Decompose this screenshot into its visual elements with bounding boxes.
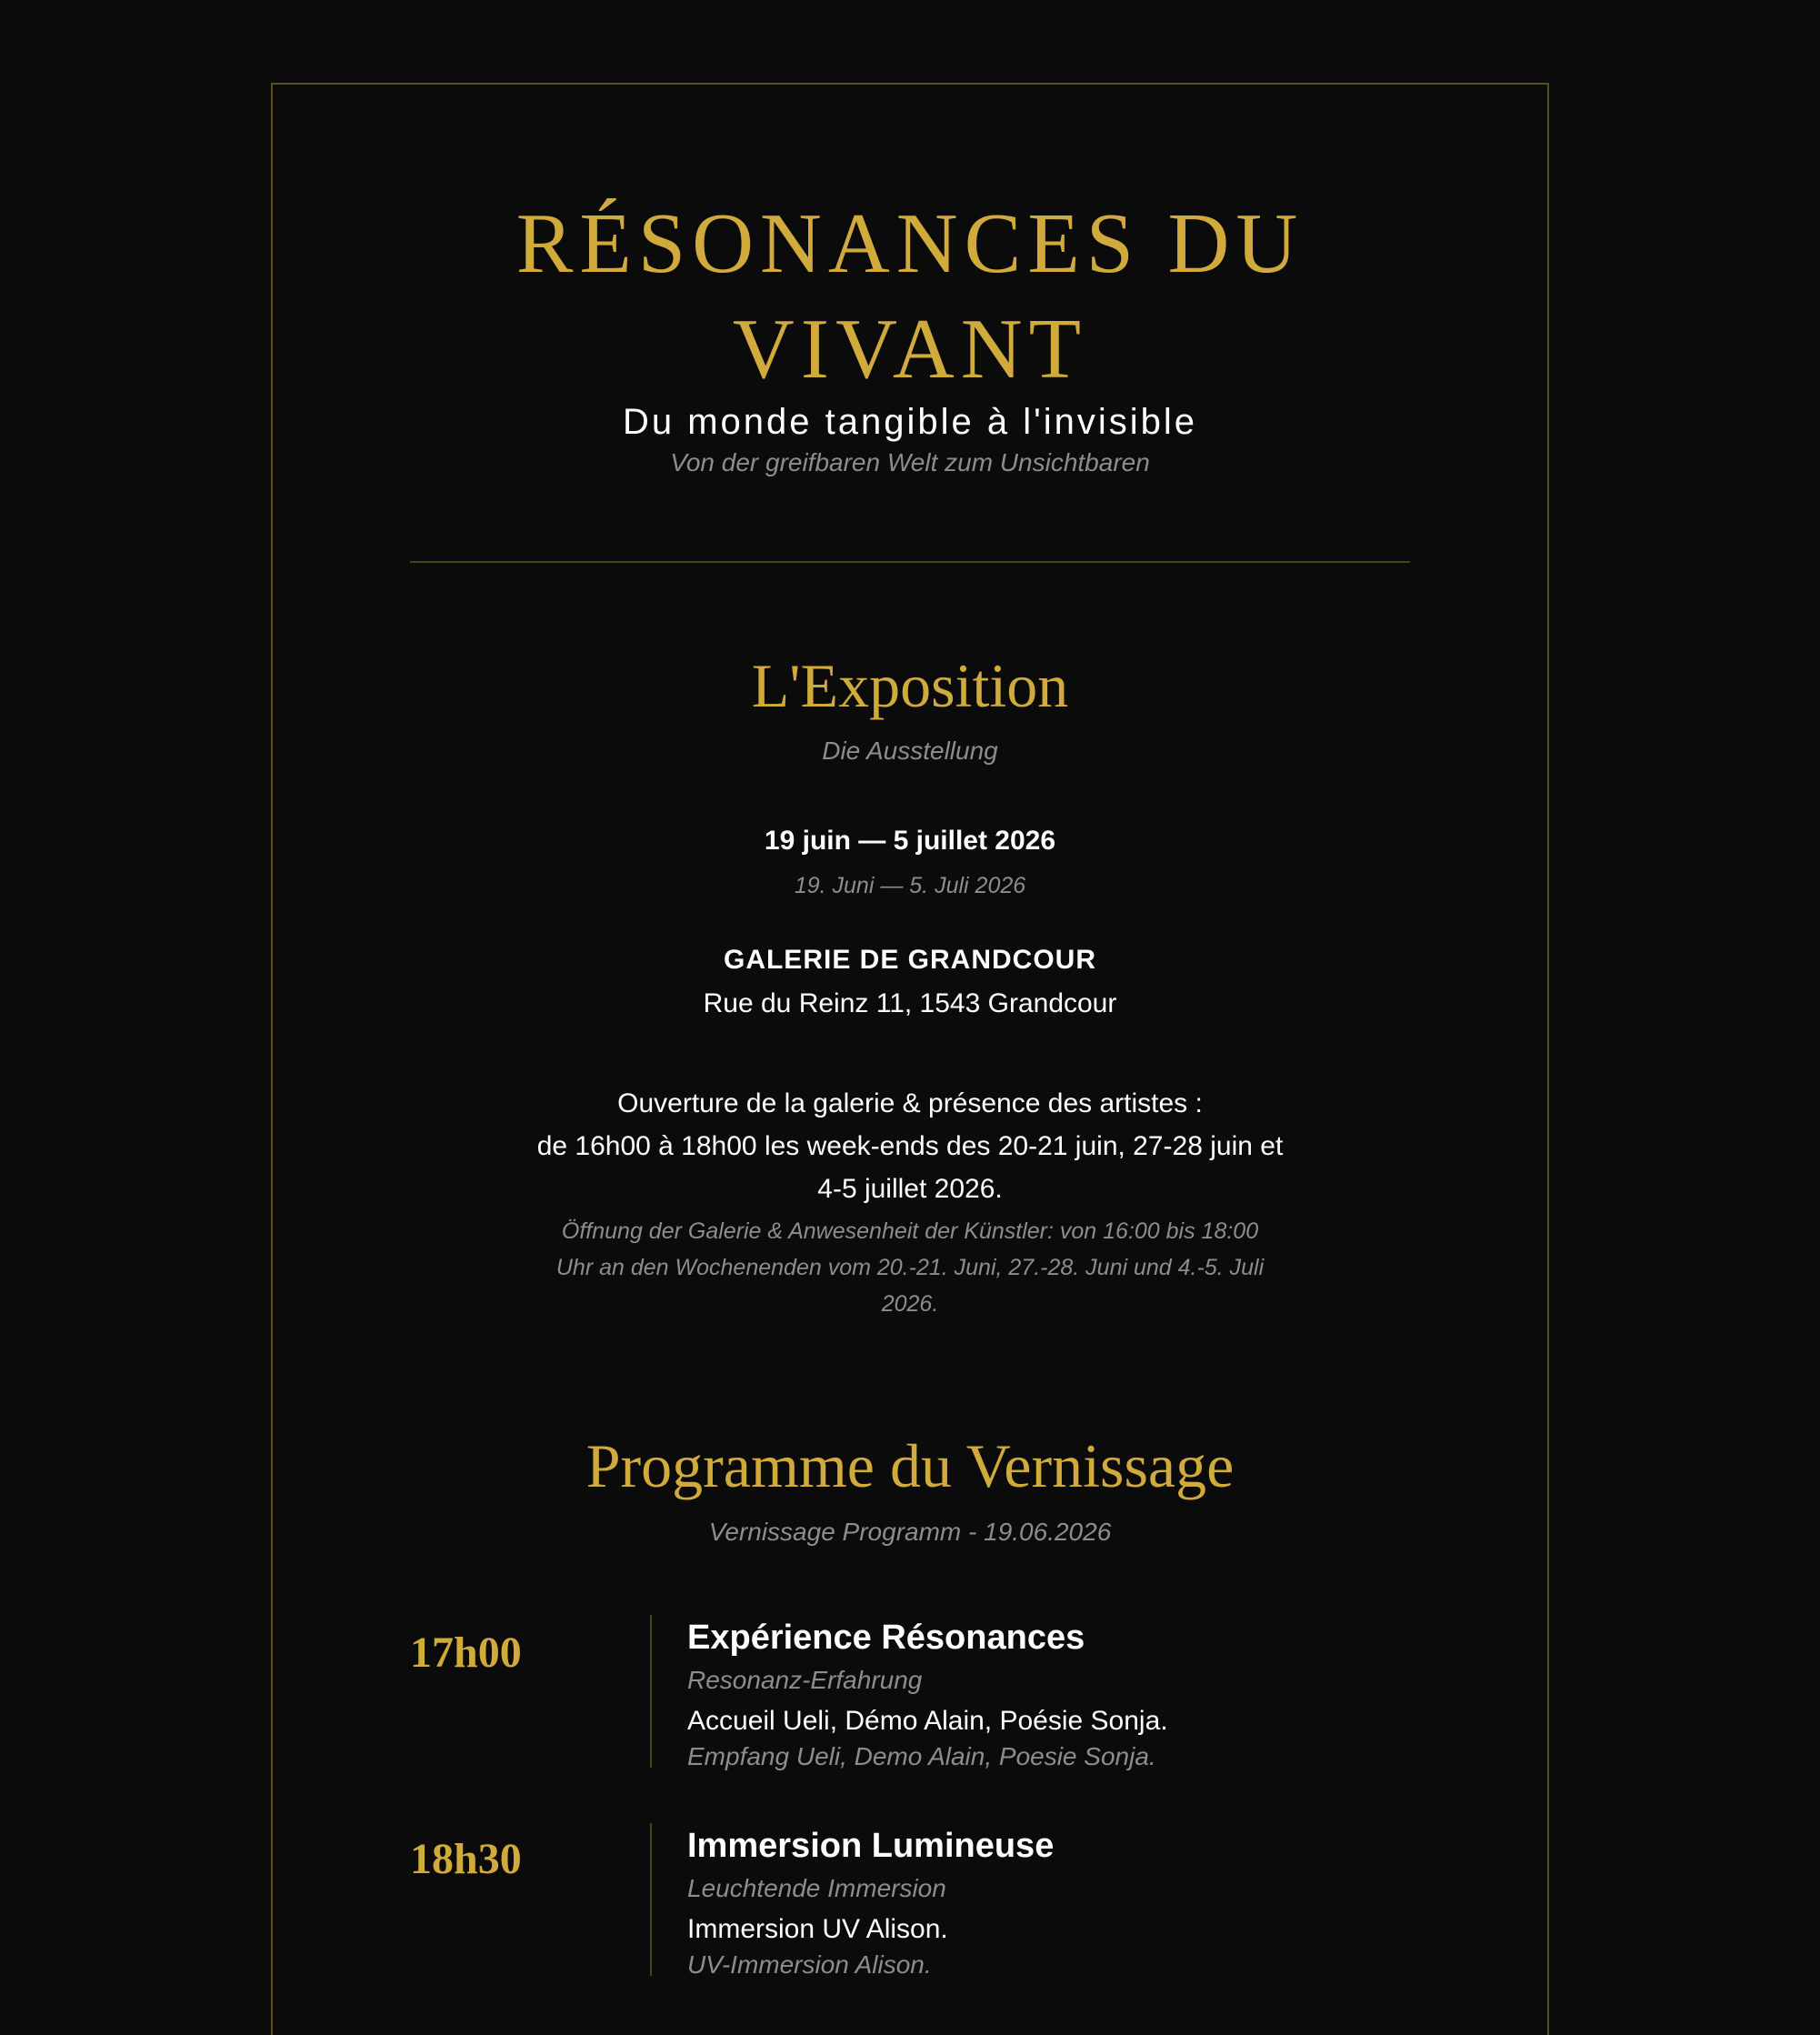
programme-item-title: Immersion Lumineuse (687, 1827, 1055, 1865)
programme-item-title-de: Resonanz-Erfahrung (687, 1666, 923, 1694)
programme-item-description-de: UV-Immersion Alison. (687, 1950, 932, 1979)
programme-item-body (687, 1615, 1396, 1774)
programme-item-description: Accueil Ueli, Démo Alain, Poésie Sonja. (687, 1706, 1168, 1736)
subtitle-de: Von der greifbaren Welt zum Unsichtbaren (670, 448, 1150, 476)
gallery-name: GALERIE DE GRANDCOUR (723, 945, 1096, 975)
opening-de-line-3: 2026. (881, 1291, 939, 1317)
programme-item-description: Immersion UV Alison. (687, 1914, 948, 1944)
opening-hours-de (519, 1213, 1301, 1322)
programme-item-description-de: Empfang Ueli, Demo Alain, Poesie Sonja. (687, 1742, 1156, 1770)
programme-time: 17h00 (410, 1629, 522, 1677)
programme-heading: Programme du Vernissage (585, 1431, 1235, 1500)
programme-item-rule (650, 1615, 652, 1768)
exhibition-dates-de: 19. Juni — 5. Juli 2026 (794, 873, 1026, 898)
opening-de-line-1: Öffnung der Galerie & Anwesenheit der Künstler: von 16:00 bis 18:00 (561, 1218, 1259, 1244)
programme-item-body (687, 1823, 1396, 1982)
programme-time: 18h30 (410, 1835, 522, 1883)
programme-item-title-de: Leuchtende Immersion (687, 1874, 946, 1902)
programme-subheading: Vernissage Programm - 19.06.2026 (708, 1518, 1112, 1546)
main-title-line-2: VIVANT (732, 302, 1088, 396)
programme-item-title: Expérience Résonances (687, 1619, 1085, 1657)
gallery-address: Rue du Reinz 11, 1543 Grandcour (703, 988, 1117, 1018)
opening-fr-line-3: 4-5 juillet 2026. (817, 1174, 1003, 1204)
opening-fr-line-1: Ouverture de la galerie & présence des artistes : (617, 1088, 1203, 1118)
main-title (0, 191, 1820, 402)
main-title-line-1: RÉSONANCES DU (515, 196, 1305, 291)
exhibition-dates-fr: 19 juin — 5 juillet 2026 (764, 826, 1056, 856)
opening-hours-fr (501, 1082, 1319, 1210)
opening-de-line-2: Uhr an den Wochenenden vom 20.-21. Juni, 27.-28. Juni und 4.-5. Juli (555, 1255, 1265, 1280)
subtitle-fr: Du monde tangible à l'invisible (622, 402, 1198, 442)
exposition-heading: L'Exposition (751, 651, 1069, 720)
opening-fr-line-2: de 16h00 à 18h00 les week-ends des 20-21 juin, 27-28 juin et (536, 1131, 1284, 1161)
section-divider (410, 561, 1410, 563)
exposition-subheading: Die Ausstellung (822, 737, 998, 765)
programme-item-rule (650, 1823, 652, 1976)
